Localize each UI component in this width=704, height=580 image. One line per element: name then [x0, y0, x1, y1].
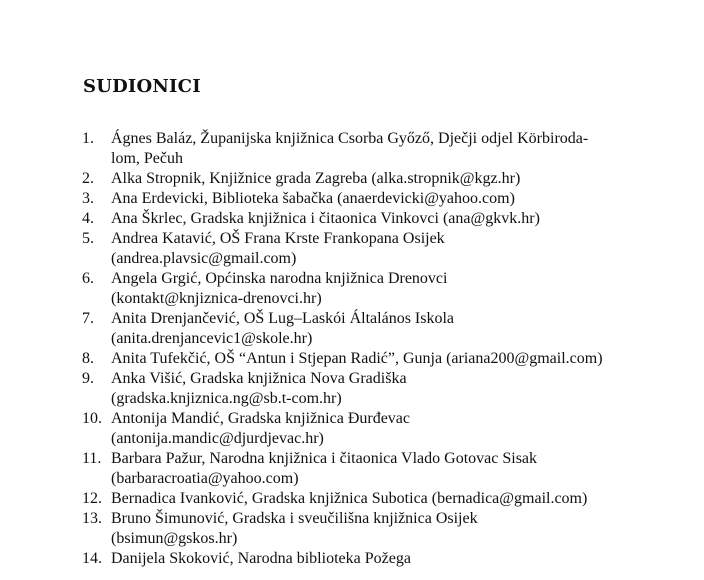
participant-entry [0, 509, 704, 549]
participant-list [0, 129, 704, 569]
entry-text-line: Barbara Pažur, Narodna knjižnica i čitaonica Vlado Gotovac Sisak [111, 450, 538, 467]
entry-number: 1. [82, 130, 94, 147]
entry-text-line: lom, Pečuh [111, 150, 183, 167]
entry-text-line: Bruno Šimunović, Gradska i sveučilišna knjižnica Osijek [111, 510, 478, 527]
entry-text-line: Ágnes Baláz, Županijska knjižnica Csorba Győző, Dječji odjel Körbiroda- [111, 130, 589, 147]
entry-text-line: (bsimun@gskos.hr) [111, 530, 238, 547]
entry-text-line: Angela Grgić, Općinska narodna knjižnica Drenovci [111, 270, 448, 287]
entry-number: 9. [82, 370, 94, 387]
entry-number: 14. [82, 550, 102, 567]
participant-entry [0, 209, 704, 229]
entry-number: 7. [82, 310, 94, 327]
entry-text-line: (gradska.knjiznica.ng@sb.t-com.hr) [111, 390, 342, 407]
entry-number: 3. [82, 190, 94, 207]
participant-entry [0, 309, 704, 349]
entry-text-line: (kontakt@knjiznica-drenovci.hr) [111, 290, 322, 307]
participant-entry [0, 129, 704, 169]
entry-number: 4. [82, 210, 94, 227]
entry-text-line: Ana Škrlec, Gradska knjižnica i čitaonica Vinkovci (ana@gkvk.hr) [111, 210, 540, 227]
participant-entry [0, 549, 704, 569]
entry-text-line: Ana Erdevicki, Biblioteka šabačka (anaerdevicki@yahoo.com) [111, 190, 515, 207]
entry-text-line: Danijela Skoković, Narodna biblioteka Požega [111, 550, 411, 567]
entry-number: 10. [82, 410, 102, 427]
entry-number: 5. [82, 230, 94, 247]
entry-text-line: Antonija Mandić, Gradska knjižnica Đurđevac [111, 410, 411, 427]
entry-text-line: (andrea.plavsic@gmail.com) [111, 250, 297, 267]
participant-entry [0, 269, 704, 309]
entry-text-line: Anita Drenjančević, OŠ Lug–Laskói Általános Iskola [111, 310, 455, 327]
entry-number: 6. [82, 270, 94, 287]
participant-entry [0, 449, 704, 489]
entry-text-line: Bernadica Ivanković, Gradska knjižnica Subotica (bernadica@gmail.com) [111, 490, 588, 507]
entry-text-line: Alka Stropnik, Knjižnice grada Zagreba (alka.stropnik@kgz.hr) [111, 170, 521, 187]
entry-text-line: (anita.drenjancevic1@skole.hr) [111, 330, 313, 347]
participant-entry [0, 169, 704, 189]
participant-entry [0, 189, 704, 209]
entry-number: 2. [82, 170, 94, 187]
entry-text-line: (barbaracroatia@yahoo.com) [111, 470, 299, 487]
entry-number: 11. [82, 450, 102, 467]
entry-number: 12. [82, 490, 102, 507]
participant-entry [0, 409, 704, 449]
participant-entry [0, 349, 704, 369]
participant-entry [0, 229, 704, 269]
participant-entry [0, 369, 704, 409]
page-heading: SUDIONICI [83, 76, 201, 97]
entry-text-line: (antonija.mandic@djurdjevac.hr) [111, 430, 324, 447]
entry-text-line: Anka Višić, Gradska knjižnica Nova Gradiška [111, 370, 407, 387]
entry-number: 13. [82, 510, 102, 527]
entry-text-line: Anita Tufekčić, OŠ “Antun i Stjepan Radić”, Gunja (ariana200@gmail.com) [111, 350, 603, 367]
participant-entry [0, 489, 704, 509]
entry-number: 8. [82, 350, 94, 367]
entry-text-line: Andrea Katavić, OŠ Frana Krste Frankopana Osijek [111, 230, 445, 247]
